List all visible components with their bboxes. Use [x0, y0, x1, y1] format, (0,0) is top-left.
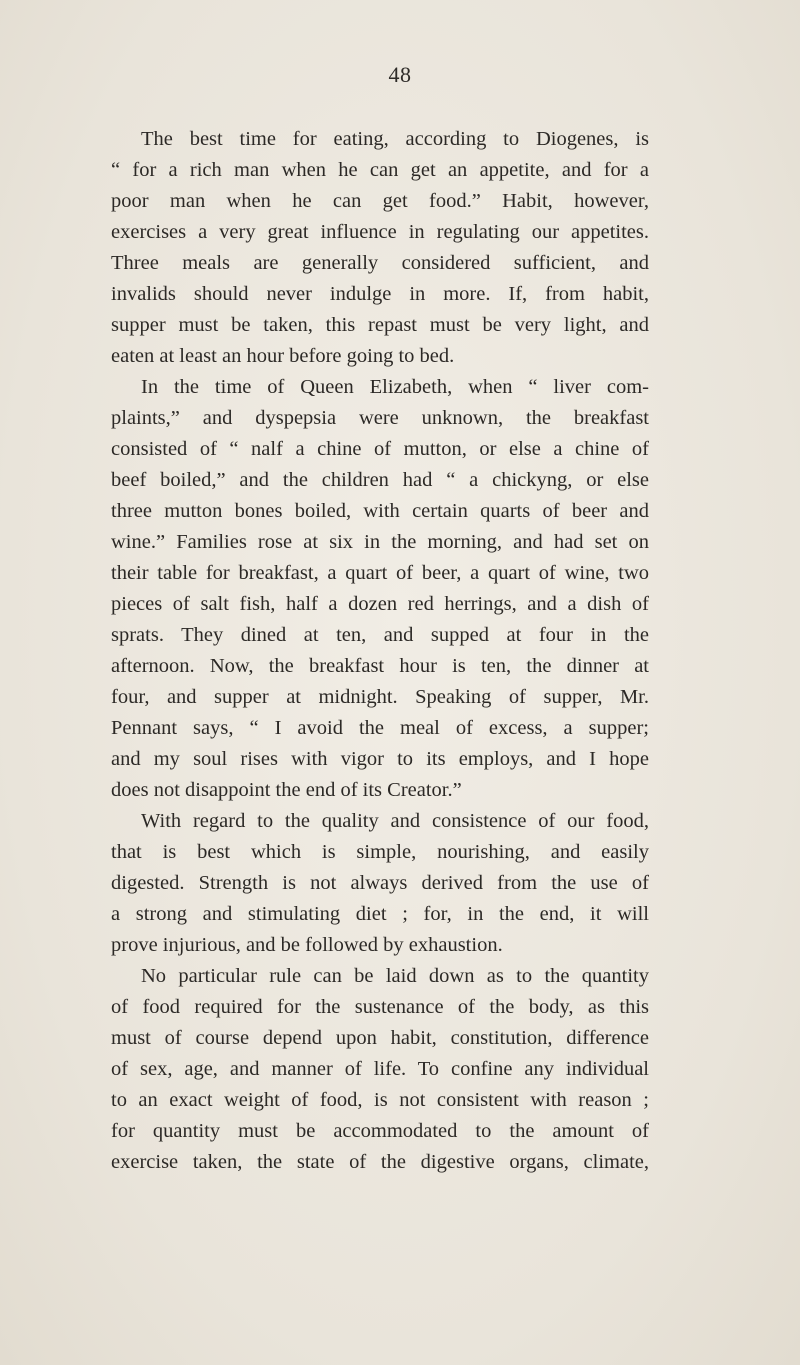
text-line: to an exact weight of food, is not consistent with reason ;: [111, 1089, 649, 1111]
text-line: sprats. They dined at ten, and supped at four in the: [111, 624, 649, 646]
text-line: does not disappoint the end of its Creator.”: [111, 779, 462, 801]
text-line: No particular rule can be laid down as to the quantity: [141, 965, 649, 987]
text-line: of sex, age, and manner of life. To confine any individual: [111, 1058, 649, 1080]
text-line: consisted of “ nalf a chine of mutton, or else a chine of: [111, 438, 649, 460]
text-line: Three meals are generally considered sufficient, and: [111, 252, 649, 274]
body-text: [111, 124, 649, 1178]
text-line: three mutton bones boiled, with certain quarts of beer and: [111, 500, 649, 522]
text-line: “ for a rich man when he can get an appetite, and for a: [111, 159, 649, 181]
text-line: that is best which is simple, nourishing, and easily: [111, 841, 649, 863]
text-line: wine.” Families rose at six in the morning, and had set on: [111, 531, 649, 553]
text-line: for quantity must be accommodated to the amount of: [111, 1120, 649, 1142]
text-line: poor man when he can get food.” Habit, however,: [111, 190, 649, 212]
text-line: beef boiled,” and the children had “ a chickyng, or else: [111, 469, 649, 491]
text-line: of food required for the sustenance of the body, as this: [111, 996, 649, 1018]
text-line: pieces of salt fish, half a dozen red herrings, and a dish of: [111, 593, 649, 615]
text-line: and my soul rises with vigor to its employs, and I hope: [111, 748, 649, 770]
text-line: With regard to the quality and consistence of our food,: [141, 810, 649, 832]
text-line: their table for breakfast, a quart of beer, a quart of wine, two: [111, 562, 649, 584]
text-line: exercise taken, the state of the digestive organs, climate,: [111, 1151, 649, 1173]
text-line: prove injurious, and be followed by exhaustion.: [111, 934, 503, 956]
text-line: In the time of Queen Elizabeth, when “ liver com-: [141, 376, 649, 398]
text-line: digested. Strength is not always derived from the use of: [111, 872, 649, 894]
text-line: exercises a very great influence in regulating our appetites.: [111, 221, 649, 243]
text-line: a strong and stimulating diet ; for, in the end, it will: [111, 903, 649, 925]
text-line: eaten at least an hour before going to bed.: [111, 345, 455, 367]
text-line: must of course depend upon habit, constitution, difference: [111, 1027, 649, 1049]
text-line: four, and supper at midnight. Speaking of supper, Mr.: [111, 686, 649, 708]
page-number: 48: [388, 62, 412, 87]
text-line: invalids should never indulge in more. If, from habit,: [111, 283, 649, 305]
text-line: Pennant says, “ I avoid the meal of excess, a supper;: [111, 717, 649, 739]
text-line: plaints,” and dyspepsia were unknown, the breakfast: [111, 407, 649, 429]
text-line: The best time for eating, according to Diogenes, is: [141, 128, 649, 150]
text-line: afternoon. Now, the breakfast hour is ten, the dinner at: [111, 655, 649, 677]
text-line: supper must be taken, this repast must be very light, and: [111, 314, 649, 336]
